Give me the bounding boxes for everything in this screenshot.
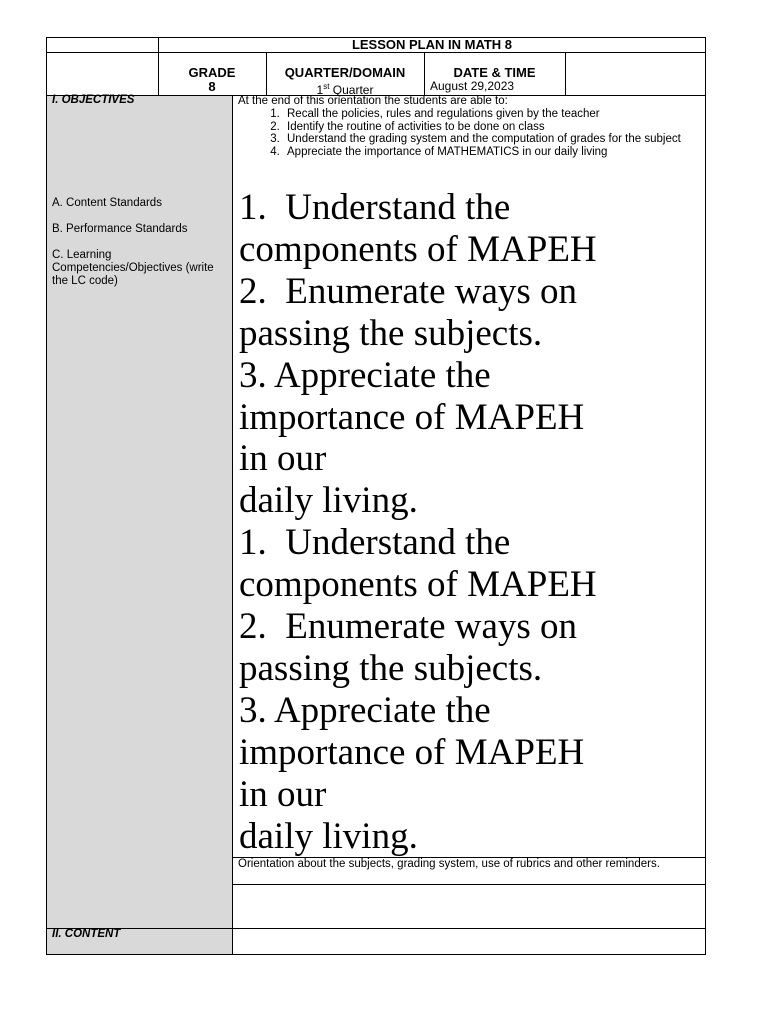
objective-item: 4. Appreciate the importance of MATHEMATICS in our daily living	[283, 146, 693, 159]
competency-line: 3. Appreciate the	[239, 689, 491, 731]
table-border-left	[46, 37, 47, 955]
quarter-number: 1	[316, 83, 324, 97]
table-rule-col4	[565, 52, 566, 96]
competency-line: 1. Understand the	[239, 187, 511, 228]
competency-line: importance of MAPEH	[239, 396, 585, 438]
table-rule-label-divider	[232, 95, 233, 955]
objective-item: 1. Recall the policies, rules and regulations given by the teacher	[283, 108, 693, 121]
quarter-ordinal: st	[323, 82, 330, 91]
table-border-bottom	[46, 954, 706, 955]
orientation-text: Orientation about the subjects, grading system, use of rubrics and other reminders.	[238, 858, 660, 870]
grade-value: 8	[208, 79, 216, 94]
quarter-word: Quarter	[332, 83, 374, 97]
grade-label: GRADE	[188, 65, 236, 80]
table-border-right	[705, 37, 706, 955]
competency-line: 2. Enumerate ways on	[239, 270, 578, 312]
performance-standards-label: B. Performance Standards	[52, 223, 188, 235]
content-standards-label: A. Content Standards	[52, 197, 162, 209]
learning-competencies-label: C. Learning Competencies/Objectives (write the LC code)	[52, 249, 214, 287]
competency-line: components of MAPEH	[239, 564, 597, 606]
objectives-list-wrapper	[233, 108, 693, 158]
date-time-label: DATE & TIME	[453, 65, 536, 80]
competency-line: daily living.	[239, 815, 418, 857]
objectives-heading: I. OBJECTIVES	[52, 94, 135, 106]
competency-line: passing the subjects.	[239, 647, 543, 689]
competency-line: in our	[239, 438, 327, 480]
objective-item: 2. Identify the routine of activities to be done on class	[283, 121, 693, 134]
objective-item: 3. Understand the grading system and the computation of grades for the subject	[283, 133, 693, 146]
competency-line: importance of MAPEH	[239, 731, 585, 773]
table-rule-header-bottom	[46, 52, 158, 53]
lesson-plan-title: LESSON PLAN IN MATH 8	[351, 37, 513, 52]
competency-line: in our	[239, 773, 327, 815]
competencies-large-text	[239, 187, 597, 858]
table-rule-orientation-bottom	[233, 884, 706, 885]
quarter-domain-label: QUARTER/DOMAIN	[284, 65, 406, 80]
objectives-intro: At the end of this orientation the students are able to:	[238, 95, 508, 107]
content-heading: II. CONTENT	[52, 928, 121, 940]
date-value: August 29,2023	[430, 79, 515, 93]
competency-line: daily living.	[239, 480, 418, 522]
competency-line: 2. Enumerate ways on	[239, 606, 578, 648]
table-rule-content-top	[46, 928, 706, 929]
competency-line: components of MAPEH	[239, 228, 597, 270]
table-rule-header	[158, 52, 706, 53]
objectives-list	[233, 108, 693, 158]
competency-line: 1. Understand the	[239, 522, 511, 564]
competency-line: passing the subjects.	[239, 312, 543, 354]
competency-line: 3. Appreciate the	[239, 354, 491, 396]
